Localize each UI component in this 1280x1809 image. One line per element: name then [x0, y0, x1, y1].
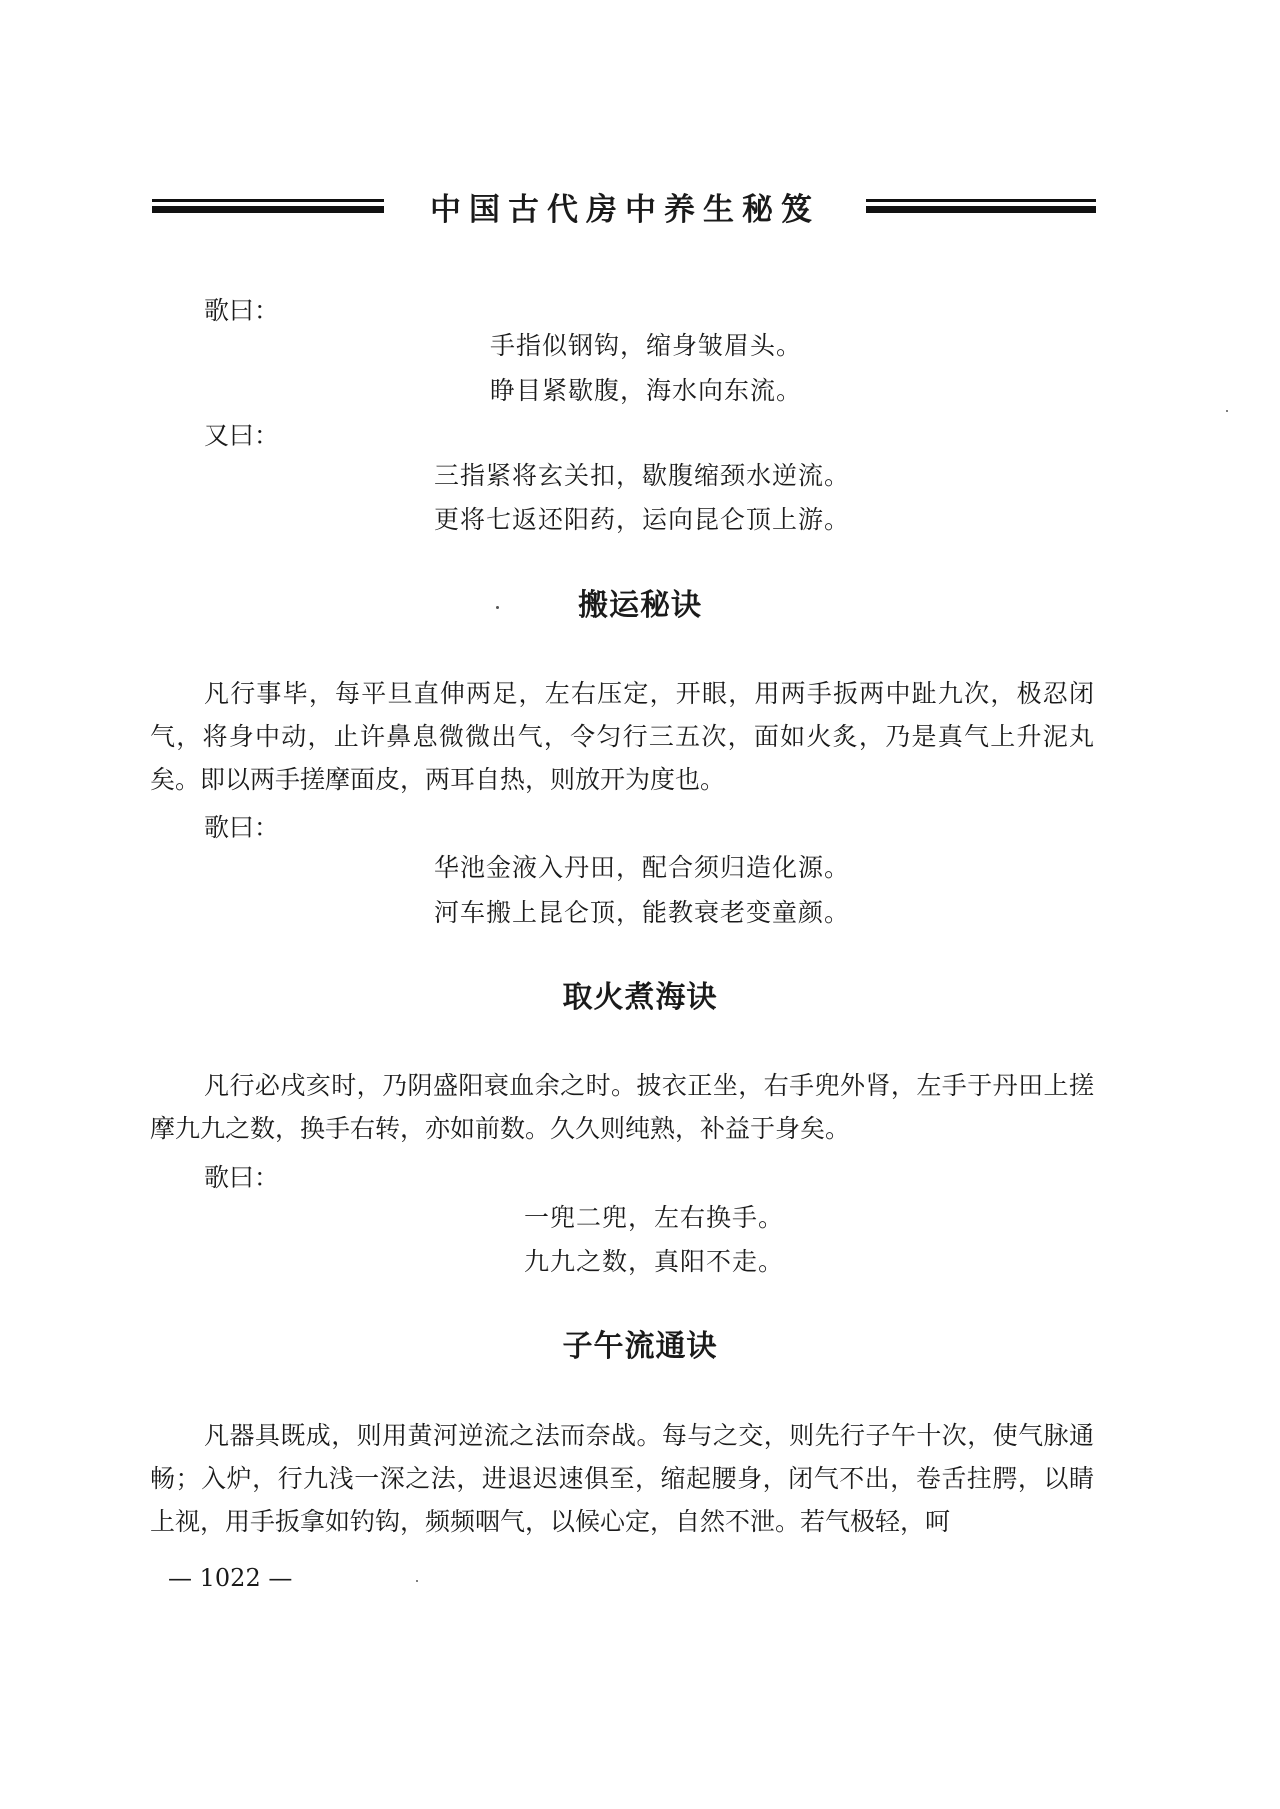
- header-rule-right: [866, 193, 1096, 219]
- verse-line: 睁目紧歇腹，海水向东流。: [490, 376, 803, 405]
- scan-speck: [1226, 410, 1228, 412]
- section-heading: 搬运秘诀: [578, 588, 702, 623]
- verse-line: 华池金液入丹田，配合须归造化源。: [434, 853, 851, 882]
- section-paragraph: 凡行事毕，每平旦直伸两足，左右压定，开眼，用两手扳两中趾九次，极忍闭气，将身中动，止许鼻息微微出气，令匀行三五次，面如火炙，乃是真气上升泥丸矣。即以两手搓摩面皮，两耳自热，则放开为度也。: [150, 679, 1094, 794]
- verse-line: 河车搬上昆仑顶，能教衰老变童颜。: [434, 898, 851, 927]
- verse-line: 手指似钢钩，缩身皱眉头。: [490, 331, 803, 360]
- song-label: 歌曰：: [204, 813, 280, 842]
- section-heading: 取火煮海诀: [562, 980, 718, 1015]
- verse-line: 九九之数，真阳不走。: [524, 1247, 785, 1276]
- section-paragraph: 凡行必戌亥时，乃阴盛阳衰血余之时。披衣正坐，右手兜外肾，左手于丹田上搓摩九九之数，换手右转，亦如前数。久久则纯熟，补益于身矣。: [150, 1071, 1094, 1143]
- running-header-title: 中国古代房中养生秘笈: [430, 192, 820, 228]
- verse-line: 三指紧将玄关扣，歇腹缩颈水逆流。: [434, 461, 851, 490]
- verse-line: 一兜二兜，左右换手。: [524, 1203, 785, 1232]
- song-label: 又曰：: [204, 421, 280, 450]
- song-label: 歌曰：: [204, 296, 280, 325]
- header-rule-left: [152, 193, 384, 219]
- section-heading: 子午流通诀: [562, 1329, 718, 1364]
- scan-speck: [496, 606, 499, 609]
- scan-speck: [416, 1580, 418, 1582]
- verse-line: 更将七返还阳药，运向昆仑顶上游。: [434, 505, 851, 534]
- section-paragraph: 凡器具既成，则用黄河逆流之法而奈战。每与之交，则先行子午十次，使气脉通畅；入炉，行九浅一深之法，进退迟速俱至，缩起腰身，闭气不出，卷舌拄腭，以睛上视，用手扳拿如钓钩，频频咽气，以候心定，自然不泄。若气极轻，呵: [150, 1421, 1094, 1536]
- page-number: — 1022 —: [168, 1564, 293, 1592]
- song-label: 歌曰：: [204, 1163, 280, 1192]
